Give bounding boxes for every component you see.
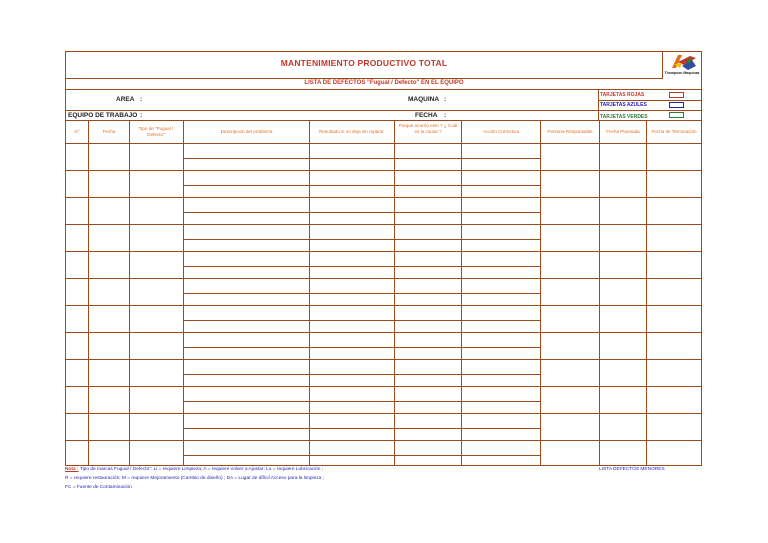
- table-cell[interactable]: [184, 279, 309, 305]
- card-blue-label: TARJETAS AZULES: [600, 102, 647, 108]
- table-cell[interactable]: [541, 333, 599, 359]
- note-label: Nota :: [65, 467, 79, 472]
- table-cell[interactable]: [395, 414, 461, 440]
- table-cell[interactable]: [130, 171, 183, 197]
- table-cell[interactable]: [130, 333, 183, 359]
- table-cell[interactable]: [310, 414, 394, 440]
- company-logo: [662, 52, 702, 79]
- note-line-3: FC = Fuente de Contaminación: [65, 485, 132, 490]
- table-cell[interactable]: [67, 441, 88, 466]
- table-cell[interactable]: [600, 144, 646, 170]
- table-cell[interactable]: [310, 252, 394, 278]
- page-title: MANTENIMIENTO PRODUCTIVO TOTAL: [280, 58, 448, 68]
- table-cell[interactable]: [600, 360, 646, 386]
- col-header-num: N°: [74, 129, 80, 134]
- table-cell[interactable]: [310, 333, 394, 359]
- table-cell[interactable]: [600, 414, 646, 440]
- table-cell[interactable]: [184, 360, 309, 386]
- fecha-colon: :: [444, 112, 447, 119]
- table-cell[interactable]: [395, 360, 461, 386]
- note-line-1: Tipo de marcas Fugual / Defecto": Li = requiere Limpieza; A = requiere volver a Ajustar; Lu = requiere Lubricación ;: [79, 467, 324, 472]
- table-cell[interactable]: [310, 198, 394, 224]
- table-cell[interactable]: [462, 225, 540, 251]
- fecha-label: FECHA: [415, 112, 438, 119]
- table-cell[interactable]: [462, 414, 540, 440]
- col-header-descripcion: Descripcion del problema: [220, 129, 273, 134]
- table-cell[interactable]: [310, 360, 394, 386]
- table-cell[interactable]: [600, 252, 646, 278]
- table-cell[interactable]: [184, 198, 309, 224]
- table-cell[interactable]: [395, 144, 461, 170]
- col-header-fecha: Fecha: [102, 129, 116, 134]
- table-cell[interactable]: [541, 225, 599, 251]
- table-cell[interactable]: [600, 441, 646, 466]
- table-cell[interactable]: [310, 279, 394, 305]
- table-cell[interactable]: [89, 360, 129, 386]
- table-cell[interactable]: [310, 144, 394, 170]
- maquina-label: MAQUINA: [408, 96, 440, 103]
- table-cell[interactable]: [600, 306, 646, 332]
- table-cell[interactable]: [541, 252, 599, 278]
- table-cell[interactable]: [600, 387, 646, 413]
- table-cell[interactable]: [67, 225, 88, 251]
- table-cell[interactable]: [310, 225, 394, 251]
- table-cell[interactable]: [89, 414, 129, 440]
- table-cell[interactable]: [89, 144, 129, 170]
- col-header-resultado: Resultado si no deja sin reparar: [319, 129, 384, 134]
- table-cell[interactable]: [67, 414, 88, 440]
- table-cell[interactable]: [462, 252, 540, 278]
- table-cell[interactable]: [310, 171, 394, 197]
- table-cell[interactable]: [600, 279, 646, 305]
- area-label: AREA: [116, 96, 135, 103]
- table-cell[interactable]: [541, 387, 599, 413]
- table-cell[interactable]: [89, 387, 129, 413]
- col-header-persona: Persona Responsable: [547, 129, 593, 134]
- table-cell[interactable]: [462, 333, 540, 359]
- area-field[interactable]: [150, 93, 390, 105]
- table-cell[interactable]: [647, 144, 701, 170]
- table-cell[interactable]: [184, 171, 309, 197]
- table-cell[interactable]: [67, 279, 88, 305]
- table-cell[interactable]: [184, 225, 309, 251]
- table-cell[interactable]: [130, 198, 183, 224]
- table-cell[interactable]: [310, 387, 394, 413]
- table-cell[interactable]: [600, 333, 646, 359]
- table-cell[interactable]: [462, 144, 540, 170]
- footer-right-label: LISTA DEFECTOS MENORES: [599, 467, 665, 472]
- table-cell[interactable]: [600, 198, 646, 224]
- equipo-label: EQUIPO DE TRABAJO: [68, 112, 138, 119]
- card-green-label: TARJETAS VERDES: [600, 114, 648, 120]
- logo-caption: Thompson Maquinas: [664, 71, 700, 75]
- note-line-2: R = requiere restauración; M = requiere Mejoramiento (Cambio de diseño) ; DA = Lugar de difícil Acceso para la limpieza ;: [65, 476, 325, 481]
- table-cell[interactable]: [89, 306, 129, 332]
- table-cell[interactable]: [130, 360, 183, 386]
- table-cell[interactable]: [395, 171, 461, 197]
- table-cell[interactable]: [600, 225, 646, 251]
- table-cell[interactable]: [130, 252, 183, 278]
- card-red-swatch: [669, 92, 684, 98]
- table-cell[interactable]: [89, 441, 129, 466]
- table-cell[interactable]: [67, 333, 88, 359]
- table-cell[interactable]: [184, 252, 309, 278]
- table-cell[interactable]: [67, 144, 88, 170]
- table-cell[interactable]: [184, 387, 309, 413]
- table-cell[interactable]: [647, 198, 701, 224]
- area-colon: :: [140, 96, 143, 103]
- table-cell[interactable]: [541, 306, 599, 332]
- table-cell[interactable]: [67, 198, 88, 224]
- table-cell[interactable]: [89, 333, 129, 359]
- table-cell[interactable]: [130, 414, 183, 440]
- table-cell[interactable]: [647, 171, 701, 197]
- table-cell[interactable]: [462, 171, 540, 197]
- table-cell[interactable]: [67, 171, 88, 197]
- card-blue-swatch: [669, 102, 684, 108]
- table-cell[interactable]: [395, 225, 461, 251]
- table-cell[interactable]: [647, 279, 701, 305]
- table-cell[interactable]: [462, 441, 540, 466]
- table-cell[interactable]: [395, 279, 461, 305]
- table-cell[interactable]: [67, 252, 88, 278]
- table-cell[interactable]: [89, 171, 129, 197]
- col-header-planeada: Fecha Planeada: [606, 129, 640, 134]
- table-cell[interactable]: [395, 306, 461, 332]
- table-cell[interactable]: [130, 279, 183, 305]
- col-header-accion: Acción Correctiva: [483, 129, 519, 134]
- table-cell[interactable]: [184, 414, 309, 440]
- table-cell[interactable]: [462, 198, 540, 224]
- table-cell[interactable]: [184, 306, 309, 332]
- table-cell[interactable]: [130, 225, 183, 251]
- table-cell[interactable]: [462, 360, 540, 386]
- equipo-colon: :: [140, 112, 143, 119]
- table-cell[interactable]: [647, 360, 701, 386]
- col-header-porque: Porque ocurrió esto ? ¿ Cuál es la causa ?: [398, 123, 458, 134]
- table-cell[interactable]: [647, 387, 701, 413]
- table-cell[interactable]: [130, 387, 183, 413]
- table-cell[interactable]: [647, 252, 701, 278]
- table-cell[interactable]: [541, 360, 599, 386]
- table-cell[interactable]: [395, 333, 461, 359]
- table-cell[interactable]: [395, 198, 461, 224]
- table-cell[interactable]: [647, 333, 701, 359]
- table-cell[interactable]: [647, 306, 701, 332]
- table-cell[interactable]: [89, 252, 129, 278]
- table-cell[interactable]: [647, 441, 701, 466]
- maquina-field[interactable]: [452, 93, 592, 105]
- table-cell[interactable]: [130, 144, 183, 170]
- page-subtitle: LISTA DE DEFECTOS "Fugual / Defecto" EN EL EQUIPO: [304, 80, 464, 86]
- table-cell[interactable]: [462, 306, 540, 332]
- table-cell[interactable]: [67, 306, 88, 332]
- table-cell[interactable]: [89, 198, 129, 224]
- table-cell[interactable]: [462, 279, 540, 305]
- table-cell[interactable]: [67, 387, 88, 413]
- table-cell[interactable]: [647, 414, 701, 440]
- table-cell[interactable]: [600, 171, 646, 197]
- table-cell[interactable]: [130, 306, 183, 332]
- col-header-tipo: Tipo de "Fugual / Defecto": [138, 126, 174, 137]
- table-cell[interactable]: [184, 144, 309, 170]
- table-cell[interactable]: [89, 279, 129, 305]
- table-cell[interactable]: [395, 441, 461, 466]
- table-cell[interactable]: [541, 171, 599, 197]
- table-cell[interactable]: [130, 441, 183, 466]
- table-cell[interactable]: [67, 360, 88, 386]
- col-header-terminacion: Fecha de Terminación: [651, 129, 697, 134]
- table-cell[interactable]: [310, 441, 394, 466]
- table-cell[interactable]: [395, 387, 461, 413]
- table-cell[interactable]: [310, 306, 394, 332]
- card-red-label: TARJETAS ROJAS: [600, 92, 645, 98]
- table-cell[interactable]: [541, 198, 599, 224]
- table-cell[interactable]: [541, 414, 599, 440]
- table-cell[interactable]: [541, 279, 599, 305]
- table-cell[interactable]: [647, 225, 701, 251]
- table-cell[interactable]: [184, 333, 309, 359]
- table-cell[interactable]: [395, 252, 461, 278]
- table-cell[interactable]: [541, 441, 599, 466]
- table-cell[interactable]: [462, 387, 540, 413]
- table-cell[interactable]: [89, 225, 129, 251]
- maquina-colon: :: [444, 96, 447, 103]
- table-cell[interactable]: [184, 441, 309, 466]
- card-green-swatch: [669, 112, 684, 118]
- table-cell[interactable]: [541, 144, 599, 170]
